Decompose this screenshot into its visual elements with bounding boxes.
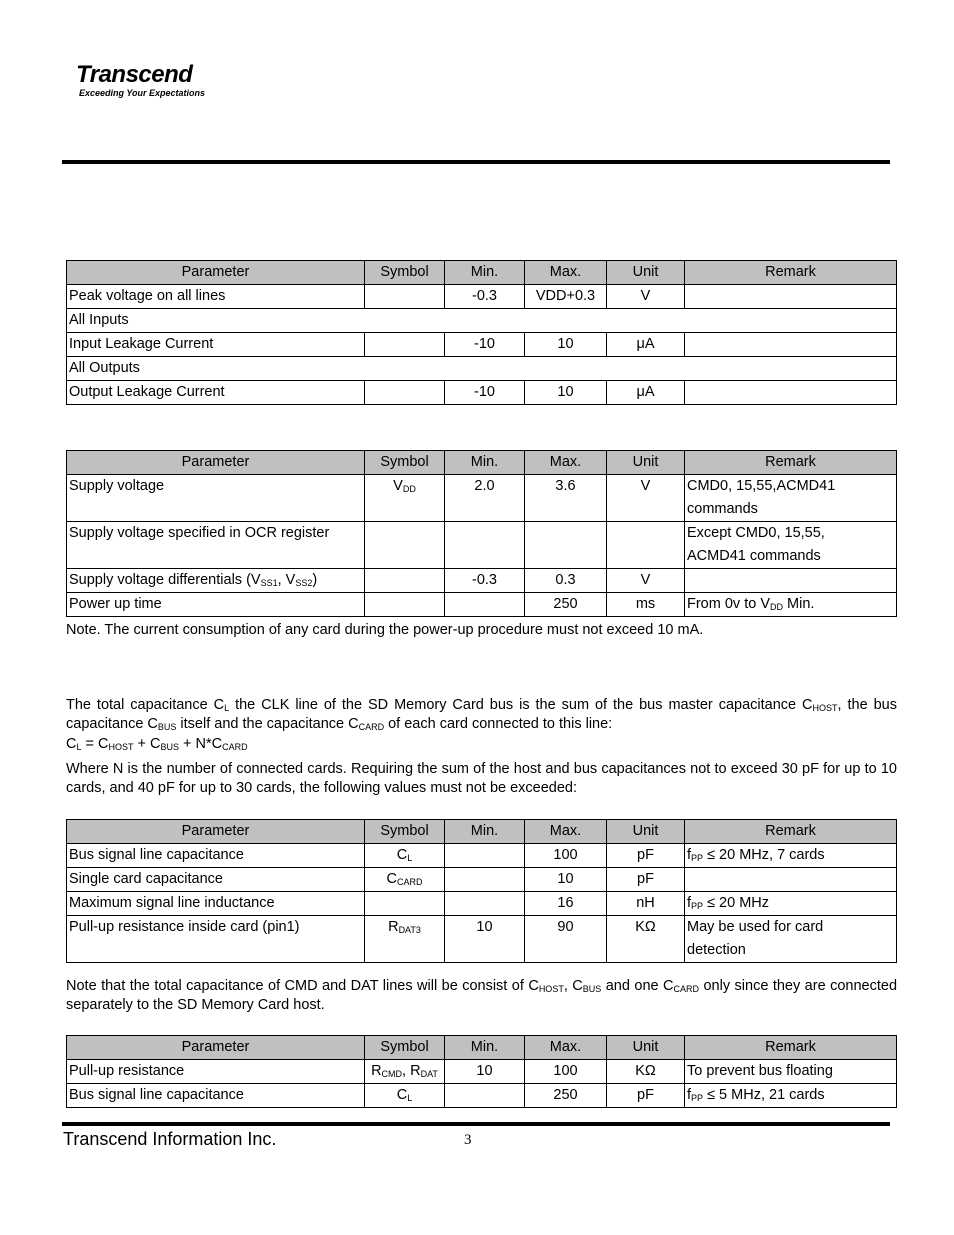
cell-max: VDD+0.3 (525, 285, 607, 309)
remark-text: Min. (783, 596, 815, 612)
cell-unit: pF (607, 868, 685, 892)
col-parameter: Parameter (67, 451, 365, 475)
cell-parameter: Maximum signal line inductance (67, 892, 365, 916)
col-symbol: Symbol (365, 451, 445, 475)
cell-min (445, 522, 525, 569)
cell-parameter: Pull-up resistance (67, 1060, 365, 1084)
table-row (67, 1060, 897, 1084)
cell-remark (685, 844, 897, 868)
symbol-sub: DAT (420, 1069, 438, 1079)
cell-min (445, 844, 525, 868)
remark-sub: DD (770, 602, 783, 612)
para-sub: HOST (812, 703, 838, 713)
col-parameter: Parameter (67, 261, 365, 285)
col-unit: Unit (607, 820, 685, 844)
table-row (67, 333, 897, 357)
col-max: Max. (525, 261, 607, 285)
remark-sub: PP (691, 901, 704, 911)
col-parameter: Parameter (67, 1036, 365, 1060)
remark-text: From 0v to V (687, 596, 770, 612)
cell-parameter (67, 569, 365, 593)
remark-line: commands (687, 501, 758, 517)
symbol-base: C (396, 847, 408, 863)
formula-sub: L (76, 742, 82, 752)
param-text: Supply voltage differentials (V (69, 572, 261, 588)
para-sub: BUS (157, 722, 177, 732)
cell-remark (685, 381, 897, 405)
cell-parameter: Supply voltage specified in OCR register (67, 522, 365, 569)
cell-remark (685, 868, 897, 892)
remark-sub: PP (691, 1093, 704, 1103)
cell-remark (685, 285, 897, 309)
cell-max: 10 (525, 333, 607, 357)
para-sub: BUS (582, 984, 602, 994)
symbol-base: R (388, 919, 399, 935)
cell-symbol (365, 333, 445, 357)
table-header-row (67, 1036, 897, 1060)
cell-symbol (365, 522, 445, 569)
cell-symbol (365, 916, 445, 963)
cell-min (445, 892, 525, 916)
cell-unit: V (607, 569, 685, 593)
para-text: Note that the total capacitance of CMD and DAT lines will be consist of C (66, 978, 539, 994)
col-remark: Remark (685, 1036, 897, 1060)
table-absolute-ratings (66, 260, 897, 405)
table-row (67, 916, 897, 963)
cell-unit: ms (607, 593, 685, 617)
table-pull-up (66, 1035, 897, 1108)
cell-unit: V (607, 475, 685, 522)
symbol-sub: L (407, 853, 413, 863)
cell-max: 100 (525, 1060, 607, 1084)
para-sub: CARD (673, 984, 700, 994)
remark-text: ≤ 20 MHz (703, 895, 770, 911)
transcend-logo (76, 62, 205, 98)
col-max: Max. (525, 1036, 607, 1060)
table-power-supply (66, 450, 897, 617)
table-row (67, 569, 897, 593)
table-header-row (67, 451, 897, 475)
cell-symbol (365, 868, 445, 892)
param-sub: SS1 (260, 578, 278, 588)
cell-max: 16 (525, 892, 607, 916)
remark-text: f (687, 847, 692, 863)
remark-line: CMD0, 15,55,ACMD41 (687, 478, 836, 494)
table-row (67, 868, 897, 892)
table-row (67, 1084, 897, 1108)
col-min: Min. (445, 1036, 525, 1060)
remark-text: ≤ 20 MHz, 7 cards (703, 847, 825, 863)
cell-parameter: Peak voltage on all lines (67, 285, 365, 309)
cell-remark (685, 892, 897, 916)
col-unit: Unit (607, 261, 685, 285)
cell-symbol (365, 381, 445, 405)
symbol-sub: DD (402, 484, 416, 494)
capacitance-formula (66, 735, 897, 754)
cell-min: -10 (445, 333, 525, 357)
cell-symbol (365, 1084, 445, 1108)
table-row (67, 892, 897, 916)
cell-unit: μA (607, 333, 685, 357)
cell-min: -0.3 (445, 569, 525, 593)
remark-line: ACMD41 commands (687, 548, 821, 564)
cell-symbol (365, 593, 445, 617)
page-number: 3 (464, 1132, 472, 1148)
cell-min (445, 1084, 525, 1108)
formula-text: + N*C (179, 736, 223, 752)
para-text: , the bus capacitance C (66, 697, 897, 732)
cell-parameter: Output Leakage Current (67, 381, 365, 405)
col-parameter: Parameter (67, 820, 365, 844)
cell-max: 250 (525, 1084, 607, 1108)
para-text: The total capacitance C (66, 697, 225, 713)
para-text: , C (563, 978, 583, 994)
cell-remark (685, 916, 897, 963)
para-text: only since they are connected separately to the SD Memory Card host. (66, 978, 898, 1013)
cell-unit: pF (607, 1084, 685, 1108)
col-symbol: Symbol (365, 820, 445, 844)
table-row (67, 475, 897, 522)
table-row (67, 285, 897, 309)
symbol-base: , R (402, 1063, 421, 1079)
param-text: ) (312, 572, 318, 588)
cell-parameter: Pull-up resistance inside card (pin1) (67, 916, 365, 963)
cell-min: 2.0 (445, 475, 525, 522)
table-header-row (67, 261, 897, 285)
remark-text: ≤ 5 MHz, 21 cards (703, 1087, 825, 1103)
formula-sub: CARD (222, 742, 248, 752)
cell-max: 0.3 (525, 569, 607, 593)
cell-symbol (365, 285, 445, 309)
cell-remark (685, 1084, 897, 1108)
capacitance-paragraph (66, 696, 897, 734)
section-label: All Inputs (67, 309, 897, 333)
symbol-sub: DAT3 (398, 925, 421, 935)
col-remark: Remark (685, 820, 897, 844)
cell-symbol (365, 1060, 445, 1084)
remark-line: detection (687, 942, 746, 958)
remark-line: Except CMD0, 15,55, (687, 525, 825, 541)
requirement-paragraph: Where N is the number of connected cards. Requiring the sum of the host and bus capacitances not to exceed 30 pF for up to 10 cards, and 40 pF for up to 30 cards, the following values must not be exceeded: (66, 761, 897, 796)
cell-max: 250 (525, 593, 607, 617)
col-unit: Unit (607, 1036, 685, 1060)
table-section-row (67, 357, 897, 381)
table-section-row (67, 309, 897, 333)
cell-remark (685, 569, 897, 593)
table-row (67, 522, 897, 569)
cell-max: 100 (525, 844, 607, 868)
cell-unit: μA (607, 381, 685, 405)
col-min: Min. (445, 820, 525, 844)
cell-max: 10 (525, 381, 607, 405)
table-header-row (67, 820, 897, 844)
cell-parameter: Supply voltage (67, 475, 365, 522)
logo-brand: Transcend (76, 61, 193, 88)
cell-unit: nH (607, 892, 685, 916)
cell-remark (685, 593, 897, 617)
cell-parameter: Input Leakage Current (67, 333, 365, 357)
symbol-base: C (396, 1087, 408, 1103)
table-row (67, 844, 897, 868)
para-sub: CARD (358, 722, 385, 732)
cell-min (445, 593, 525, 617)
para-sub: HOST (538, 984, 564, 994)
param-text: , V (277, 572, 296, 588)
cell-symbol (365, 475, 445, 522)
cell-remark: To prevent bus floating (685, 1060, 897, 1084)
table-row (67, 381, 897, 405)
para-text: itself and the capacitance C (176, 716, 359, 732)
footer-rule (62, 1122, 890, 1126)
cell-unit: KΩ (607, 916, 685, 963)
symbol-sub: CARD (396, 877, 423, 887)
cell-min: -10 (445, 381, 525, 405)
cell-remark (685, 475, 897, 522)
cell-min (445, 868, 525, 892)
cell-symbol (365, 569, 445, 593)
cell-parameter: Bus signal line capacitance (67, 1084, 365, 1108)
cell-unit: V (607, 285, 685, 309)
formula-text: C (66, 736, 77, 752)
cell-parameter: Single card capacitance (67, 868, 365, 892)
symbol-base: C (386, 871, 397, 887)
col-min: Min. (445, 451, 525, 475)
col-symbol: Symbol (365, 261, 445, 285)
cell-max: 10 (525, 868, 607, 892)
para-text: and one C (601, 978, 674, 994)
col-remark: Remark (685, 261, 897, 285)
cell-max: 90 (525, 916, 607, 963)
symbol-base: R (371, 1063, 382, 1079)
cell-parameter: Bus signal line capacitance (67, 844, 365, 868)
col-max: Max. (525, 451, 607, 475)
cell-unit: KΩ (607, 1060, 685, 1084)
cell-remark (685, 522, 897, 569)
cmd-dat-note (66, 977, 897, 1015)
symbol-sub: L (407, 1093, 413, 1103)
col-min: Min. (445, 261, 525, 285)
header-rule (62, 160, 890, 164)
cell-unit (607, 522, 685, 569)
col-symbol: Symbol (365, 1036, 445, 1060)
table-row (67, 593, 897, 617)
cell-min: 10 (445, 1060, 525, 1084)
power-up-note: Note. The current consumption of any card during the power-up procedure must not exceed 10 mA. (66, 622, 704, 638)
symbol-sub: CMD (381, 1069, 403, 1079)
cell-max: 3.6 (525, 475, 607, 522)
formula-sub: HOST (108, 742, 134, 752)
para-text: the CLK line of the SD Memory Card bus is the sum of the bus master capacitance C (229, 697, 813, 713)
remark-line: May be used for card (687, 919, 824, 935)
cell-parameter: Power up time (67, 593, 365, 617)
formula-sub: BUS (160, 742, 180, 752)
col-max: Max. (525, 820, 607, 844)
formula-text: = C (81, 736, 109, 752)
col-unit: Unit (607, 451, 685, 475)
cell-min: 10 (445, 916, 525, 963)
table-bus-capacitance (66, 819, 897, 963)
cell-remark (685, 333, 897, 357)
symbol-base: V (393, 478, 403, 494)
cell-symbol (365, 844, 445, 868)
remark-text: f (687, 1087, 692, 1103)
formula-text: + C (133, 736, 161, 752)
remark-sub: PP (691, 853, 704, 863)
section-label: All Outputs (67, 357, 897, 381)
col-remark: Remark (685, 451, 897, 475)
cell-min: -0.3 (445, 285, 525, 309)
footer-company: Transcend Information Inc. (63, 1129, 277, 1149)
para-text: of each card connected to this line: (384, 716, 613, 732)
logo-tagline: Exceeding Your Expectations (79, 88, 206, 98)
cell-unit: pF (607, 844, 685, 868)
cell-symbol (365, 892, 445, 916)
remark-text: f (687, 895, 692, 911)
cell-max (525, 522, 607, 569)
para-sub: L (224, 703, 230, 713)
param-sub: SS2 (295, 578, 313, 588)
